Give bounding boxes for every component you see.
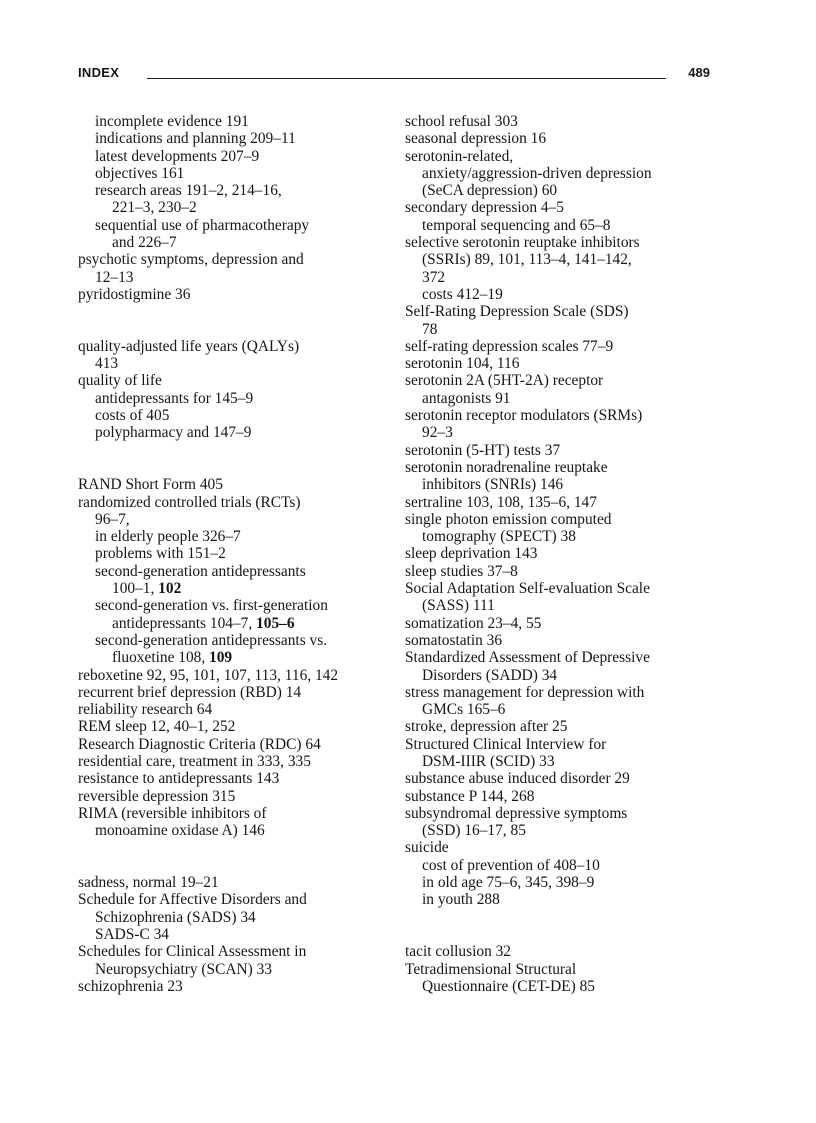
index-subentry xyxy=(78,632,396,649)
index-subentry xyxy=(78,355,396,372)
index-entry-text: sertraline 103, 108, 135–6, 147 xyxy=(405,493,597,511)
index-entry-text: Schedules for Clinical Assessment in xyxy=(78,943,307,961)
index-subentry xyxy=(78,563,396,580)
index-entry-text: substance abuse induced disorder 29 xyxy=(405,770,630,788)
index-entry-text: serotonin receptor modulators (SRMs) xyxy=(405,407,643,425)
index-subentry xyxy=(405,269,725,286)
index-entry-text: serotonin noradrenaline reuptake xyxy=(405,458,608,476)
letter-group-spacer xyxy=(78,321,396,338)
index-entry xyxy=(405,839,725,856)
index-entry-text: Standardized Assessment of Depressive xyxy=(405,649,650,667)
index-subentry xyxy=(405,978,725,995)
index-entry-text: somatization 23–4, 55 xyxy=(405,614,542,632)
index-entry xyxy=(78,684,396,701)
index-subentry xyxy=(405,286,725,303)
index-subentry xyxy=(405,753,725,770)
index-entry-text: reversible depression 315 xyxy=(78,787,236,805)
index-subentry xyxy=(405,251,725,268)
index-entry xyxy=(78,891,396,908)
index-entry-text: in youth 288 xyxy=(422,891,500,909)
index-entry-text: somatostatin 36 xyxy=(405,631,503,649)
index-entry-text: serotonin (5-HT) tests 37 xyxy=(405,441,561,459)
index-entry xyxy=(78,251,396,268)
index-column-left xyxy=(78,113,396,995)
index-entry xyxy=(405,615,725,632)
index-entry xyxy=(78,701,396,718)
index-entry xyxy=(78,978,396,995)
index-entry-text: quality-adjusted life years (QALYs) xyxy=(78,337,300,355)
index-subentry xyxy=(405,217,725,234)
index-subentry xyxy=(405,321,725,338)
index-entry xyxy=(78,476,396,493)
index-entry xyxy=(405,199,725,216)
index-subentry xyxy=(78,130,396,147)
index-entry-text: cost of prevention of 408–10 xyxy=(422,856,600,874)
index-entry xyxy=(405,770,725,787)
index-column-right xyxy=(405,113,725,995)
index-subentry xyxy=(405,667,725,684)
index-entry-text: antidepressants 104–7, xyxy=(112,614,257,632)
index-subentry xyxy=(78,113,396,130)
index-entry-text: 12–13 xyxy=(95,268,134,286)
index-subentry xyxy=(405,891,725,908)
index-entry-text: antidepressants for 145–9 xyxy=(95,389,254,407)
index-subentry xyxy=(405,701,725,718)
index-subentry xyxy=(405,874,725,891)
index-subentry xyxy=(78,961,396,978)
index-entry-text: Self-Rating Depression Scale (SDS) xyxy=(405,303,629,321)
index-entry-text: DSM-IIIR (SCID) 33 xyxy=(422,752,555,770)
letter-group-spacer xyxy=(78,442,396,459)
index-subentry xyxy=(78,390,396,407)
index-entry xyxy=(78,718,396,735)
index-entry-text: quality of life xyxy=(78,372,162,390)
index-entry-text: incomplete evidence 191 xyxy=(95,113,249,130)
index-entry xyxy=(405,788,725,805)
index-bold-page-ref: 102 xyxy=(158,580,182,598)
index-entry xyxy=(78,874,396,891)
index-subentry xyxy=(78,165,396,182)
index-subentry xyxy=(78,926,396,943)
index-subentry xyxy=(405,528,725,545)
index-entry xyxy=(78,788,396,805)
index-entry-text: costs of 405 xyxy=(95,407,170,425)
index-entry-text: selective serotonin reuptake inhibitors xyxy=(405,234,640,252)
index-entry-text: residential care, treatment in 333, 335 xyxy=(78,752,311,770)
index-entry-text: Schizophrenia (SADS) 34 xyxy=(95,908,256,926)
index-subentry xyxy=(78,822,396,839)
index-entry-text: Schedule for Affective Disorders and xyxy=(78,891,307,909)
page-number: 489 xyxy=(688,65,710,80)
index-entry-text: Social Adaptation Self-evaluation Scale xyxy=(405,580,650,598)
index-entry-text: 221–3, 230–2 xyxy=(112,199,197,217)
index-subentry xyxy=(78,649,396,666)
index-entry-text: schizophrenia 23 xyxy=(78,977,183,995)
index-subentry xyxy=(405,390,725,407)
index-subentry xyxy=(405,857,725,874)
index-entry-text: stroke, depression after 25 xyxy=(405,718,568,736)
index-entry-text: second-generation antidepressants vs. xyxy=(95,631,328,649)
index-entry-text: serotonin-related, xyxy=(405,147,514,165)
index-entry xyxy=(78,770,396,787)
index-entry xyxy=(78,372,396,389)
index-bold-page-ref: 105–6 xyxy=(256,614,295,632)
index-entry xyxy=(78,943,396,960)
letter-group-spacer xyxy=(78,303,396,320)
index-entry-text: psychotic symptoms, depression and xyxy=(78,251,304,269)
index-entry xyxy=(405,545,725,562)
letter-group-spacer xyxy=(78,839,396,856)
index-entry xyxy=(405,442,725,459)
index-subentry xyxy=(78,234,396,251)
index-entry-text: Research Diagnostic Criteria (RDC) 64 xyxy=(78,735,321,753)
index-entry-text: secondary depression 4–5 xyxy=(405,199,564,217)
index-entry-text: second-generation vs. first-generation xyxy=(95,597,328,615)
index-entry-text: inhibitors (SNRIs) 146 xyxy=(422,476,564,494)
index-entry xyxy=(78,667,396,684)
index-entry-text: Disorders (SADD) 34 xyxy=(422,666,558,684)
index-entry-text: seasonal depression 16 xyxy=(405,130,547,148)
index-entry-text: in elderly people 326–7 xyxy=(95,528,241,546)
letter-group-spacer xyxy=(405,926,725,943)
index-entry xyxy=(405,494,725,511)
index-entry-text: and 226–7 xyxy=(112,234,177,252)
index-entry xyxy=(405,372,725,389)
index-entry xyxy=(405,234,725,251)
index-subentry xyxy=(405,476,725,493)
index-entry-text: randomized controlled trials (RCTs) xyxy=(78,493,301,511)
index-entry xyxy=(405,684,725,701)
index-subentry xyxy=(78,511,396,528)
index-entry-text: (SSD) 16–17, 85 xyxy=(422,822,526,840)
index-entry-text: sequential use of pharmacotherapy xyxy=(95,216,310,234)
index-entry-text: suicide xyxy=(405,839,449,857)
index-entry-text: tacit collusion 32 xyxy=(405,943,512,961)
index-entry xyxy=(405,338,725,355)
index-entry xyxy=(405,130,725,147)
index-entry-text: Structured Clinical Interview for xyxy=(405,735,607,753)
index-entry-text: latest developments 207–9 xyxy=(95,147,260,165)
index-entry-text: objectives 161 xyxy=(95,164,185,182)
index-entry-text: GMCs 165–6 xyxy=(422,701,506,719)
index-subentry xyxy=(78,407,396,424)
index-entry-text: school refusal 303 xyxy=(405,113,518,130)
index-entry xyxy=(405,511,725,528)
index-entry xyxy=(405,632,725,649)
index-subentry xyxy=(405,424,725,441)
index-entry-text: stress management for depression with xyxy=(405,683,645,701)
index-entry-text: subsyndromal depressive symptoms xyxy=(405,804,628,822)
index-entry-text: indications and planning 209–11 xyxy=(95,130,296,148)
index-entry-text: Questionnaire (CET-DE) 85 xyxy=(422,977,595,995)
index-entry-text: (SASS) 111 xyxy=(422,597,495,615)
index-entry xyxy=(78,736,396,753)
index-entry xyxy=(405,961,725,978)
index-entry xyxy=(78,753,396,770)
index-entry xyxy=(405,718,725,735)
index-entry-text: monoamine oxidase A) 146 xyxy=(95,822,265,840)
index-entry-text: temporal sequencing and 65–8 xyxy=(422,216,611,234)
index-subentry xyxy=(78,182,396,199)
index-entry-text: Tetradimensional Structural xyxy=(405,960,577,978)
index-entry xyxy=(78,494,396,511)
index-subentry xyxy=(78,909,396,926)
running-header xyxy=(78,65,710,85)
index-subentry xyxy=(405,165,725,182)
index-subentry xyxy=(78,615,396,632)
header-title: INDEX xyxy=(78,65,120,80)
index-entry-text: polypharmacy and 147–9 xyxy=(95,424,252,442)
index-entry xyxy=(405,303,725,320)
index-subentry xyxy=(78,528,396,545)
index-entry xyxy=(405,563,725,580)
index-entry xyxy=(405,736,725,753)
index-entry-text: RAND Short Form 405 xyxy=(78,476,223,494)
index-entry xyxy=(405,355,725,372)
index-entry xyxy=(405,148,725,165)
index-entry-text: tomography (SPECT) 38 xyxy=(422,528,576,546)
index-entry xyxy=(405,805,725,822)
index-entry xyxy=(405,943,725,960)
letter-group-spacer xyxy=(78,857,396,874)
letter-group-spacer xyxy=(78,459,396,476)
letter-group-spacer xyxy=(405,909,725,926)
index-entry xyxy=(78,805,396,822)
index-entry-text: 100–1, xyxy=(112,580,159,598)
index-entry-text: SADS-C 34 xyxy=(95,925,169,943)
index-entry-text: REM sleep 12, 40–1, 252 xyxy=(78,718,236,736)
index-entry xyxy=(405,580,725,597)
index-entry-text: 78 xyxy=(422,320,438,338)
index-subentry xyxy=(405,597,725,614)
index-entry-text: problems with 151–2 xyxy=(95,545,226,563)
index-subentry xyxy=(78,269,396,286)
index-entry-text: 92–3 xyxy=(422,424,453,442)
index-subentry xyxy=(78,217,396,234)
index-entry-text: (SeCA depression) 60 xyxy=(422,182,558,200)
index-subentry xyxy=(78,545,396,562)
index-entry-text: second-generation antidepressants xyxy=(95,562,306,580)
index-subentry xyxy=(405,182,725,199)
index-entry-text: Neuropsychiatry (SCAN) 33 xyxy=(95,960,272,978)
index-entry-text: research areas 191–2, 214–16, xyxy=(95,182,282,200)
index-entry-text: self-rating depression scales 77–9 xyxy=(405,337,614,355)
index-entry xyxy=(405,649,725,666)
index-entry-text: 96–7, xyxy=(95,510,130,528)
index-entry-text: serotonin 2A (5HT-2A) receptor xyxy=(405,372,604,390)
index-subentry xyxy=(78,597,396,614)
index-entry-text: sleep deprivation 143 xyxy=(405,545,538,563)
index-entry-text: reliability research 64 xyxy=(78,701,213,719)
index-entry-text: resistance to antidepressants 143 xyxy=(78,770,280,788)
index-entry-text: recurrent brief depression (RBD) 14 xyxy=(78,683,302,701)
index-entry-text: sleep studies 37–8 xyxy=(405,562,518,580)
index-subentry xyxy=(78,199,396,216)
index-bold-page-ref: 109 xyxy=(209,649,233,667)
index-entry xyxy=(78,338,396,355)
index-entry-text: RIMA (reversible inhibitors of xyxy=(78,804,267,822)
index-subentry xyxy=(78,580,396,597)
index-entry-text: 372 xyxy=(422,268,446,286)
index-subentry xyxy=(78,148,396,165)
index-entry xyxy=(405,407,725,424)
index-entry-text: (SSRIs) 89, 101, 113–4, 141–142, xyxy=(422,251,632,269)
index-entry-text: costs 412–19 xyxy=(422,285,503,303)
index-entry xyxy=(78,286,396,303)
index-entry-text: anxiety/aggression-driven depression xyxy=(422,164,652,182)
header-rule xyxy=(147,78,666,79)
index-entry-text: serotonin 104, 116 xyxy=(405,355,520,373)
index-entry-text: single photon emission computed xyxy=(405,510,612,528)
index-entry-text: reboxetine 92, 95, 101, 107, 113, 116, 142 xyxy=(78,666,339,684)
index-entry-text: fluoxetine 108, xyxy=(112,649,210,667)
index-entry xyxy=(405,113,725,130)
index-entry-text: sadness, normal 19–21 xyxy=(78,874,219,892)
index-entry-text: substance P 144, 268 xyxy=(405,787,535,805)
index-subentry xyxy=(405,822,725,839)
index-entry-text: antagonists 91 xyxy=(422,389,511,407)
index-subentry xyxy=(78,424,396,441)
index-entry-text: pyridostigmine 36 xyxy=(78,285,191,303)
index-entry xyxy=(405,459,725,476)
index-entry-text: in old age 75–6, 345, 398–9 xyxy=(422,874,595,892)
index-entry-text: 413 xyxy=(95,355,119,373)
